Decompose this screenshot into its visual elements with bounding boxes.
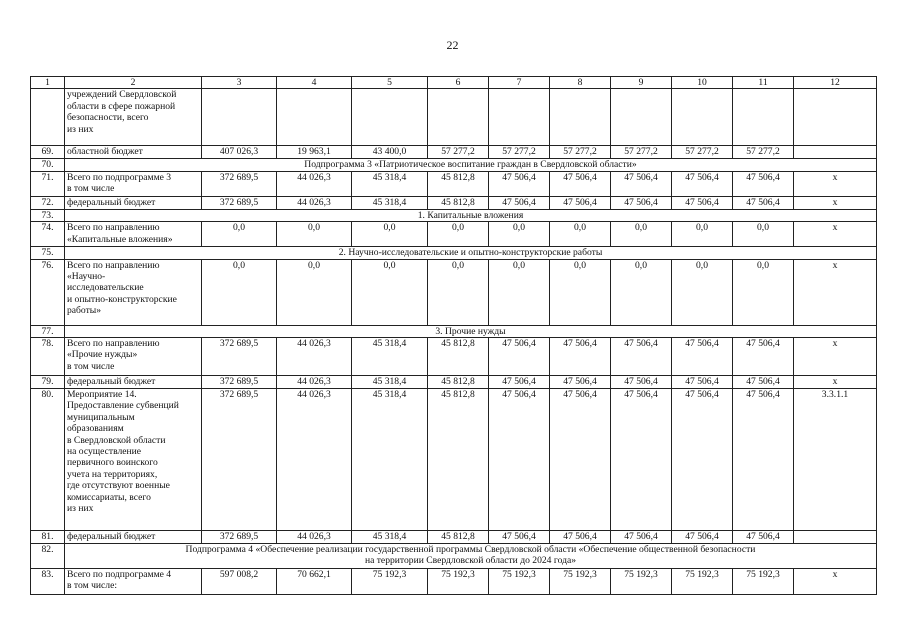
row-number: 81. [31,531,65,544]
column-header: 7 [489,77,550,89]
value-cell: 75 192,3 [611,569,672,595]
code-cell: х [794,196,877,209]
value-cell: 47 506,4 [489,531,550,544]
row-label: Всего по подпрограмме 4 в том числе: [65,569,202,595]
value-cell: 47 506,4 [611,376,672,389]
section-title: Подпрограмма 4 «Обеспечение реализации государственной программы Свердловской области «Обеспечение общественной безопасности на территории Свердловской области до 2024 года» [65,544,877,569]
code-cell [794,146,877,159]
column-header: 2 [65,77,202,89]
value-cell [352,89,428,146]
value-cell: 372 689,5 [202,338,277,376]
section-row [31,544,877,569]
row-label: федеральный бюджет [65,196,202,209]
section-row [31,247,877,259]
section-title: 1. Капитальные вложения [65,209,877,221]
value-cell: 47 506,4 [672,389,733,531]
value-cell: 47 506,4 [489,338,550,376]
value-cell: 0,0 [352,259,428,325]
column-header: 12 [794,77,877,89]
code-cell [794,89,877,146]
value-cell [277,89,352,146]
value-cell: 47 506,4 [550,389,611,531]
table-row [31,569,877,595]
value-cell: 45 812,8 [428,196,489,209]
value-cell: 47 506,4 [672,171,733,196]
value-cell: 0,0 [550,259,611,325]
value-cell: 0,0 [277,259,352,325]
section-row [31,159,877,171]
value-cell: 47 506,4 [733,338,794,376]
code-cell: х [794,171,877,196]
value-cell: 0,0 [352,222,428,247]
section-title: 2. Научно-исследовательские и опытно-конструкторские работы [65,247,877,259]
value-cell: 57 277,2 [550,146,611,159]
row-number: 73. [31,209,65,221]
value-cell: 75 192,3 [352,569,428,595]
value-cell: 47 506,4 [611,171,672,196]
row-number [31,89,65,146]
value-cell: 0,0 [489,222,550,247]
value-cell: 0,0 [672,222,733,247]
row-label: Всего по подпрограмме 3 в том числе [65,171,202,196]
value-cell: 47 506,4 [550,376,611,389]
row-number: 80. [31,389,65,531]
table-row [31,338,877,376]
value-cell: 0,0 [672,259,733,325]
section-row [31,209,877,221]
value-cell: 372 689,5 [202,531,277,544]
code-cell: х [794,259,877,325]
code-cell: х [794,222,877,247]
value-cell: 372 689,5 [202,171,277,196]
row-label: федеральный бюджет [65,531,202,544]
row-label: Всего по направлению «Научно- исследовательские и опытно-конструкторские работы» [65,259,202,325]
value-cell: 45 812,8 [428,171,489,196]
table-row [31,146,877,159]
value-cell: 0,0 [202,259,277,325]
section-row [31,325,877,337]
table-row [31,376,877,389]
code-cell: х [794,569,877,595]
column-header: 11 [733,77,794,89]
value-cell: 47 506,4 [550,196,611,209]
code-cell: 3.3.1.1 [794,389,877,531]
value-cell [611,89,672,146]
value-cell: 75 192,3 [550,569,611,595]
row-label: Всего по направлению «Прочие нужды» в том числе [65,338,202,376]
page-number: 22 [446,38,459,52]
column-header: 6 [428,77,489,89]
value-cell: 47 506,4 [550,531,611,544]
value-cell [550,89,611,146]
table-row [31,196,877,209]
row-number: 74. [31,222,65,247]
row-number: 78. [31,338,65,376]
value-cell: 75 192,3 [672,569,733,595]
value-cell: 47 506,4 [550,338,611,376]
value-cell: 45 318,4 [352,389,428,531]
value-cell: 75 192,3 [428,569,489,595]
value-cell: 47 506,4 [733,376,794,389]
row-number: 77. [31,325,65,337]
table-row [31,259,877,325]
section-title: 3. Прочие нужды [65,325,877,337]
value-cell: 597 008,2 [202,569,277,595]
value-cell [733,89,794,146]
value-cell: 47 506,4 [489,376,550,389]
value-cell [428,89,489,146]
value-cell: 47 506,4 [611,338,672,376]
value-cell: 57 277,2 [672,146,733,159]
value-cell: 47 506,4 [733,171,794,196]
row-number: 70. [31,159,65,171]
value-cell: 70 662,1 [277,569,352,595]
value-cell: 47 506,4 [672,196,733,209]
value-cell: 45 318,4 [352,376,428,389]
budget-table [30,76,877,595]
row-number: 83. [31,569,65,595]
value-cell: 75 192,3 [489,569,550,595]
value-cell: 0,0 [428,222,489,247]
value-cell: 45 812,8 [428,376,489,389]
value-cell: 0,0 [277,222,352,247]
value-cell: 372 689,5 [202,389,277,531]
value-cell: 47 506,4 [672,376,733,389]
value-cell: 47 506,4 [733,196,794,209]
value-cell: 0,0 [733,222,794,247]
column-header: 10 [672,77,733,89]
table-row [31,89,877,146]
column-header: 4 [277,77,352,89]
value-cell: 44 026,3 [277,389,352,531]
value-cell: 57 277,2 [733,146,794,159]
row-label: Мероприятие 14. Предоставление субвенций муниципальным образованиям в Свердловской области на осуществление первичного воинского учета на территориях, где отсутствуют военные комиссариаты, всего из них [65,389,202,531]
value-cell: 47 506,4 [672,531,733,544]
table-header-row [31,77,877,89]
table-row [31,222,877,247]
value-cell: 47 506,4 [672,338,733,376]
value-cell: 43 400,0 [352,146,428,159]
column-header: 1 [31,77,65,89]
code-cell: х [794,376,877,389]
value-cell: 44 026,3 [277,338,352,376]
value-cell: 407 026,3 [202,146,277,159]
value-cell: 47 506,4 [489,171,550,196]
value-cell: 45 812,8 [428,389,489,531]
value-cell: 372 689,5 [202,376,277,389]
value-cell: 45 318,4 [352,531,428,544]
row-label: областной бюджет [65,146,202,159]
row-number: 71. [31,171,65,196]
value-cell: 47 506,4 [611,196,672,209]
row-number: 82. [31,544,65,569]
value-cell: 44 026,3 [277,531,352,544]
table-row [31,531,877,544]
value-cell: 0,0 [611,222,672,247]
section-title: Подпрограмма 3 «Патриотическое воспитание граждан в Свердловской области» [65,159,877,171]
value-cell: 45 812,8 [428,531,489,544]
row-number: 69. [31,146,65,159]
code-cell [794,531,877,544]
column-header: 8 [550,77,611,89]
value-cell: 44 026,3 [277,171,352,196]
value-cell [202,89,277,146]
row-label: Всего по направлению «Капитальные вложения» [65,222,202,247]
value-cell: 44 026,3 [277,376,352,389]
value-cell: 0,0 [428,259,489,325]
value-cell: 47 506,4 [611,531,672,544]
row-label: федеральный бюджет [65,376,202,389]
row-number: 72. [31,196,65,209]
row-number: 79. [31,376,65,389]
value-cell: 47 506,4 [611,389,672,531]
value-cell: 75 192,3 [733,569,794,595]
value-cell: 57 277,2 [489,146,550,159]
value-cell: 372 689,5 [202,196,277,209]
value-cell [489,89,550,146]
value-cell: 57 277,2 [428,146,489,159]
code-cell: х [794,338,877,376]
value-cell: 0,0 [489,259,550,325]
value-cell: 0,0 [202,222,277,247]
value-cell: 44 026,3 [277,196,352,209]
value-cell: 0,0 [611,259,672,325]
value-cell: 45 318,4 [352,171,428,196]
value-cell: 0,0 [550,222,611,247]
value-cell: 0,0 [733,259,794,325]
table-row [31,389,877,531]
row-label: учреждений Свердловской области в сфере пожарной безопасности, всего из них [65,89,202,146]
value-cell: 45 318,4 [352,338,428,376]
row-number: 75. [31,247,65,259]
value-cell: 57 277,2 [611,146,672,159]
value-cell: 45 318,4 [352,196,428,209]
column-header: 9 [611,77,672,89]
value-cell: 47 506,4 [550,171,611,196]
value-cell: 45 812,8 [428,338,489,376]
value-cell: 47 506,4 [489,389,550,531]
column-header: 3 [202,77,277,89]
value-cell: 19 963,1 [277,146,352,159]
row-number: 76. [31,259,65,325]
column-header: 5 [352,77,428,89]
value-cell: 47 506,4 [733,389,794,531]
table-row [31,171,877,196]
value-cell: 47 506,4 [733,531,794,544]
value-cell: 47 506,4 [489,196,550,209]
value-cell [672,89,733,146]
